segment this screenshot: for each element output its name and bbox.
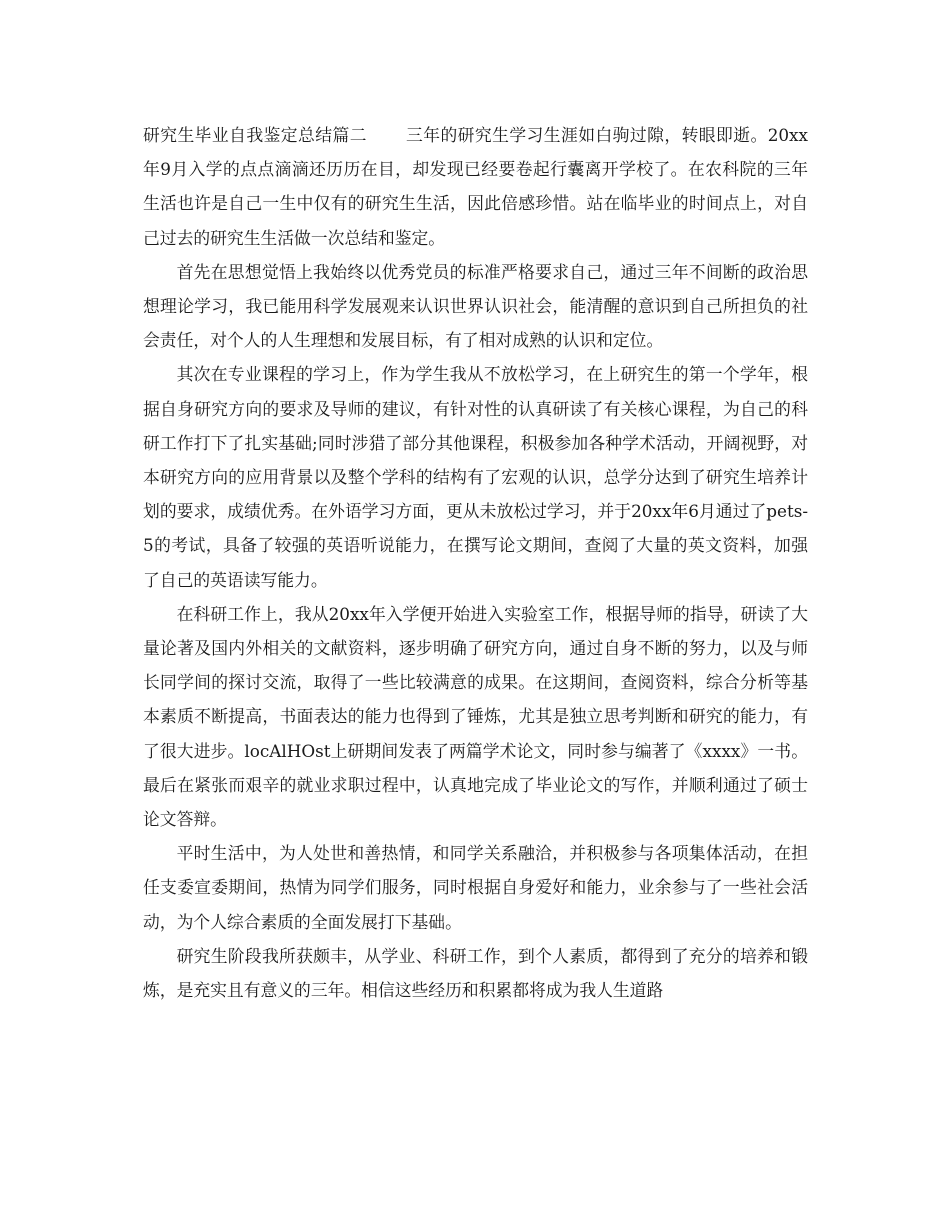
document-heading: 研究生毕业自我鉴定总结篇二 [143, 125, 367, 145]
paragraph-6: 研究生阶段我所获颇丰，从学业、科研工作，到个人素质，都得到了充分的培养和锻炼，是充实且有意义的三年。相信这些经历和积累都将成为我人生道路 [143, 945, 808, 1001]
paragraph-3: 其次在专业课程的学习上，作为学生我从不放松学习，在上研究生的第一个学年，根据自身研究方向的要求及导师的建议，有针对性的认真研读了有关核心课程，为自己的科研工作打下了扎实基础;同时涉猎了部分其他课程，积极参加各种学术活动，开阔视野，对本研究方向的应用背景以及整个学科的结构有了宏观的认识，总学分达到了研究生培养计划的要求，成绩优秀。在外语学习方面，更从未放松过学习，并于20xx年6月通过了pets-5的考试，具备了较强的英语听说能力，在撰写论文期间，查阅了大量的英文资料，加强了自己的英语读写能力。 [143, 364, 808, 590]
paragraph-4: 在科研工作上，我从20xx年入学便开始进入实验室工作，根据导师的指导，研读了大量论著及国内外相关的文献资料，逐步明确了研究方向，通过自身不断的努力，以及与师长同学间的探讨交流，取得了一些比较满意的成果。在这期间，查阅资料，综合分析等基本素质不断提高，书面表达的能力也得到了锤炼，尤其是独立思考判断和研究的能力，有了很大进步。locAlHOst上研期间发表了两篇学术论文，同时参与编著了《xxxx》一书。最后在紧张而艰辛的就业求职过程中，认真地完成了毕业论文的写作，并顺利通过了硕士论文答辩。 [143, 603, 808, 830]
paragraph-2: 首先在思想觉悟上我始终以优秀党员的标准严格要求自己，通过三年不间断的政治思想理论学习，我已能用科学发展观来认识世界认识社会，能清醒的意识到自己所担负的社会责任，对个人的人生理想和发展目标，有了相对成熟的认识和定位。 [143, 261, 808, 351]
document-body [143, 118, 808, 1007]
paragraph-intro [143, 118, 808, 255]
paragraph-5: 平时生活中，为人处世和善热情，和同学关系融洽，并积极参与各项集体活动，在担任支委宣委期间，热情为同学们服务，同时根据自身爱好和能力，业余参与了一些社会活动，为个人综合素质的全面发展打下基础。 [143, 843, 808, 932]
paragraph-1-text: 三年的研究生学习生涯如白驹过隙，转眼即逝。20xx年9月入学的点点滴滴还历历在目，却发现已经要卷起行囊离开学校了。在农科院的三年生活也许是自己一生中仅有的研究生生活，因此倍感珍惜。站在临毕业的时间点上，对自己过去的研究生生活做一次总结和鉴定。 [143, 125, 808, 248]
